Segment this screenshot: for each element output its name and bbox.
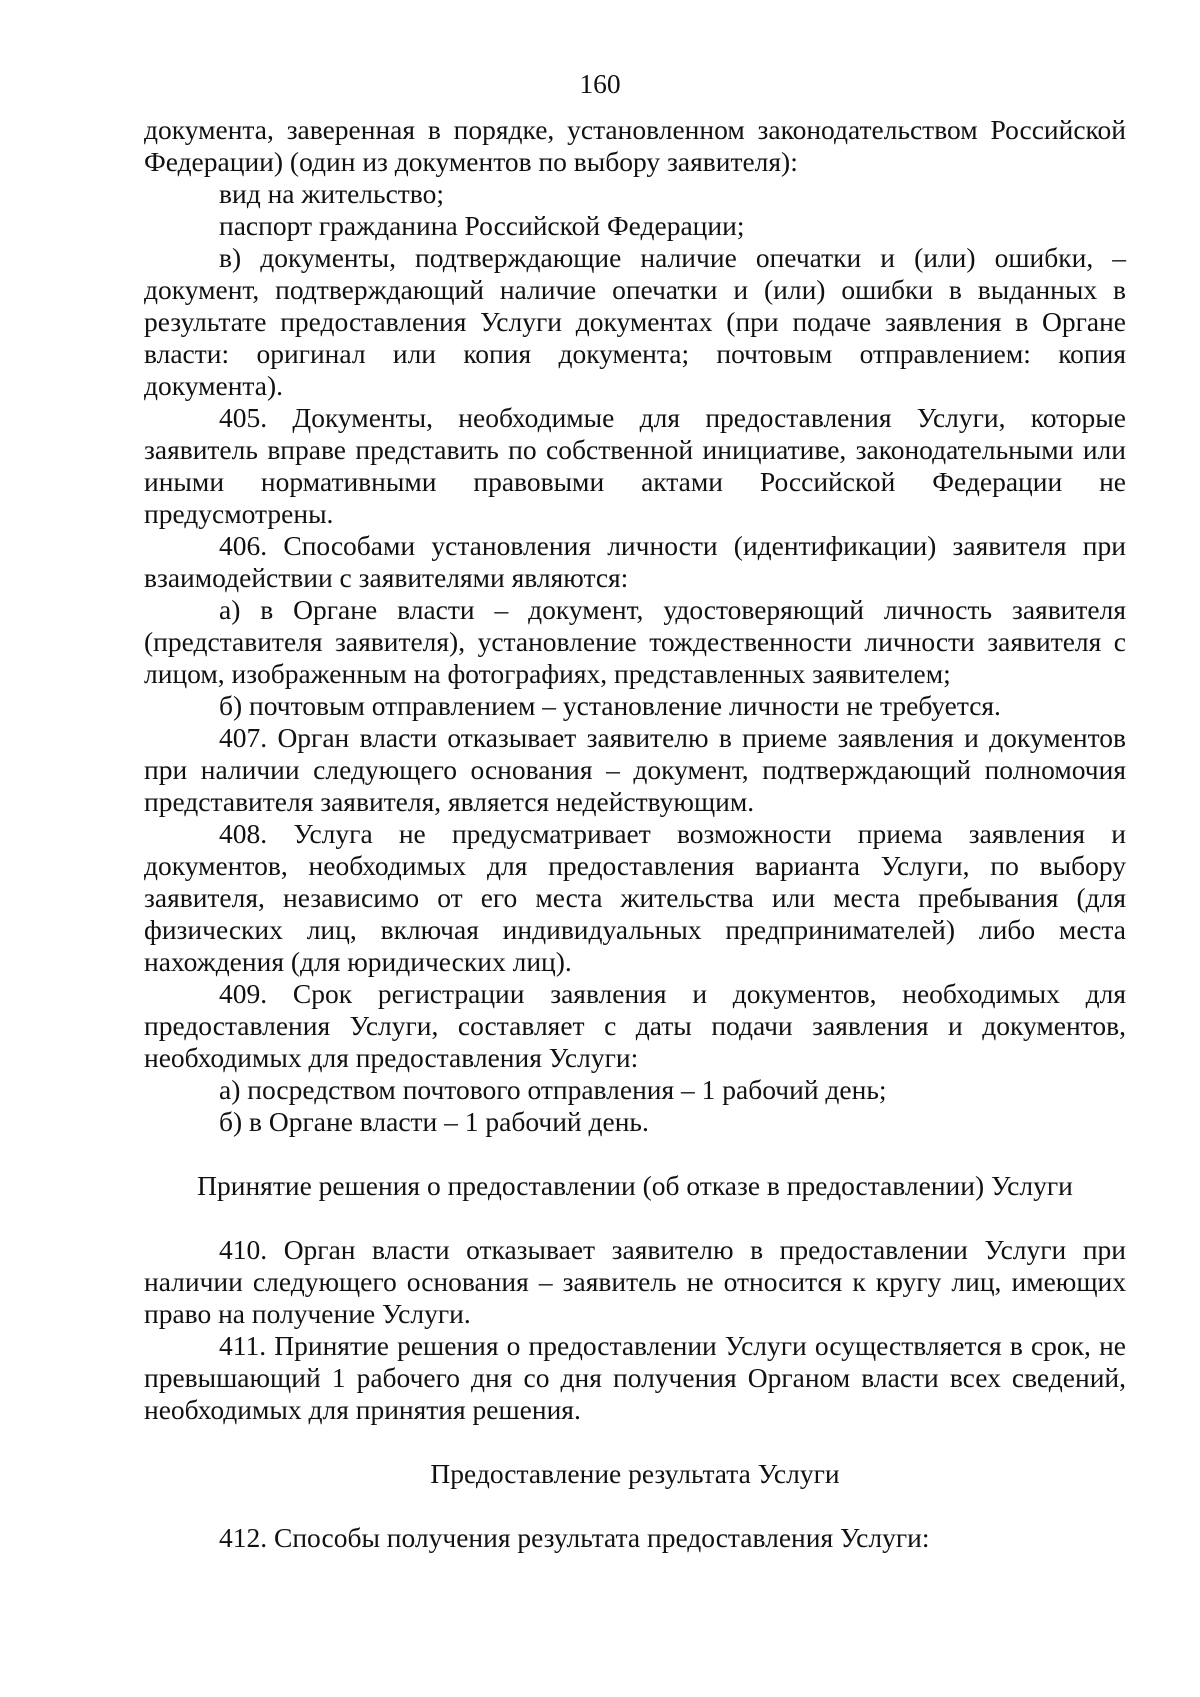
paragraph-406: 406. Способами установления личности (идентификации) заявителя при взаимодействии с заявителями являются: — [144, 530, 1126, 593]
paragraph-408: 408. Услуга не предусматривает возможности приема заявления и документов, необходимых для предоставления варианта Услуги, по выбору заявителя, независимо от его места жительства или места пребывания (для физических лиц, включая индивидуальных предпринимателей) либо места нахождения (для юридических лиц). — [144, 818, 1126, 977]
paragraph-410: 410. Орган власти отказывает заявителю в предоставлении Услуги при наличии следующего основания – заявитель не относится к кругу лиц, имеющих право на получение Услуги. — [144, 1234, 1126, 1329]
paragraph-411: 411. Принятие решения о предоставлении Услуги осуществляется в срок, не превышающий 1 рабочего дня со дня получения Органом власти всех сведений, необходимых для принятия решения. — [144, 1330, 1126, 1425]
paragraph-typo-documents: в) документы, подтверждающие наличие опечатки и (или) ошибки, – документ, подтверждающий наличие опечатки и (или) ошибки в выданных в результате предоставления Услуги документах (при подаче заявления в Органе власти: оригинал или копия документа; почтовым отправлением: копия документа). — [144, 242, 1126, 401]
list-item-residence-permit: вид на жительство; — [219, 178, 444, 209]
list-item-passport: паспорт гражданина Российской Федерации; — [219, 210, 745, 241]
paragraph-406-a: а) в Органе власти – документ, удостоверяющий личность заявителя (представителя заявителя), установление тождественности личности заявителя с лицом, изображенным на фотографиях, представленных заявителем; — [144, 594, 1126, 689]
paragraph-406-b: б) почтовым отправлением – установление личности не требуется. — [219, 690, 1001, 721]
paragraph-409-a: а) посредством почтового отправления – 1 рабочий день; — [219, 1074, 887, 1105]
paragraph-407: 407. Орган власти отказывает заявителю в приеме заявления и документов при наличии следующего основания – документ, подтверждающий полномочия представителя заявителя, является недействующим. — [144, 722, 1126, 817]
paragraph-continuation: документа, заверенная в порядке, установленном законодательством Российской Федерации) (один из документов по выбору заявителя): — [144, 114, 1126, 177]
paragraph-405: 405. Документы, необходимые для предоставления Услуги, которые заявитель вправе представить по собственной инициативе, законодательными или иными нормативными правовыми актами Российской Федерации не предусмотрены. — [144, 402, 1126, 529]
paragraph-409: 409. Срок регистрации заявления и документов, необходимых для предоставления Услуги, составляет с даты подачи заявления и документов, необходимых для предоставления Услуги: — [144, 978, 1126, 1073]
section-heading-result: Предоставление результата Услуги — [430, 1458, 840, 1489]
paragraph-412: 412. Способы получения результата предоставления Услуги: — [219, 1522, 930, 1553]
page-number: 160 — [579, 68, 621, 99]
document-body — [144, 114, 1126, 1554]
section-heading-decision: Принятие решения о предоставлении (об отказе в предоставлении) Услуги — [197, 1170, 1073, 1201]
paragraph-409-b: б) в Органе власти – 1 рабочий день. — [219, 1106, 649, 1137]
